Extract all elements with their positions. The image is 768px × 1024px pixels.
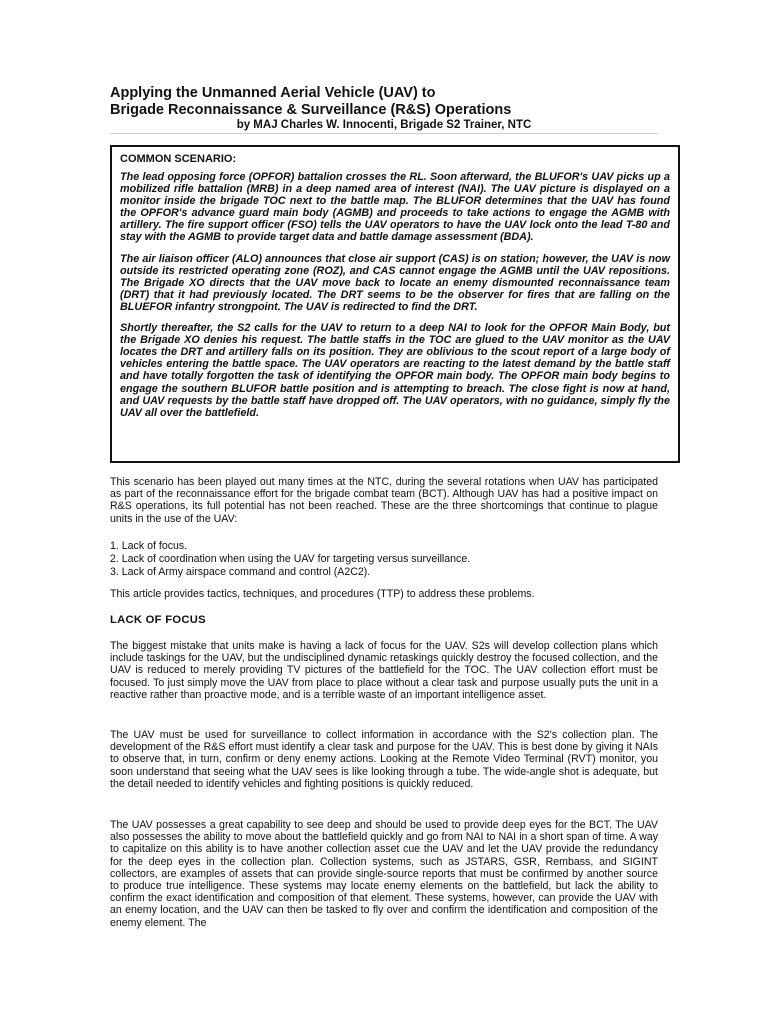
byline: by MAJ Charles W. Innocenti, Brigade S2 Trainer, NTC bbox=[236, 119, 532, 131]
shortcoming-item-2: 2. Lack of coordination when using the UAV for targeting versus surveillance. bbox=[110, 553, 471, 565]
section-paragraph: The UAV must be used for surveillance to collect information in accordance with the S2's collection plan. The development of the R&S effort must identify a clear task and purpose for the UAV. This is best done by giving it NAIs to observe that, in turn, confirm or deny enemy actions. Looking at the Remote Video Terminal (RVT) monitor, you soon understand that seeing what the UAV sees is like looking through a tube. The wide-angle shot is adequate, but the detail needed to identify vehicles and fighting positions is quickly reduced. bbox=[110, 729, 658, 790]
scenario-paragraph: The air liaison officer (ALO) announces that close air support (CAS) is on station; however, the UAV is now outside its restricted operating zone (ROZ), and CAS cannot engage the AGMB until the UAV repositions. The Brigade XO directs that the UAV move back to locate an enemy dismounted reconnaissance team (DRT) that it had previously located. The DRT seems to be the observer for fires that are falling on the BLUEFOR infantry strongpoint. The UAV is redirected to find the DRT. bbox=[120, 252, 670, 313]
scenario-heading: COMMON SCENARIO: bbox=[120, 153, 237, 165]
common-scenario-box bbox=[110, 145, 680, 463]
section-paragraph: The UAV possesses a great capability to see deep and should be used to provide deep eyes for the BCT. The UAV also possesses the ability to move about the battlefield quickly and go from NAI to NAI in a short span of time. A way to capitalize on this ability is to have another collection asset cue the UAV and let the UAV provide the redundancy for the deep eyes in the collection plan. Collection systems, such as JSTARS, GSR, Rembass, and SIGINT collectors, are examples of assets that can provide single-source reports that must be confirmed by another source to produce true intelligence. These systems may locate enemy elements on the battlefield, but lack the ability to confirm the exact identification and composition of that element. These systems, however, can provide the UAV with an enemy location, and the UAV can then be tasked to fly over and confirm the identification and composition of the enemy element. The bbox=[110, 819, 658, 929]
title-line-1: Applying the Unmanned Aerial Vehicle (UAV) to bbox=[110, 85, 436, 101]
scenario-paragraph: Shortly thereafter, the S2 calls for the UAV to return to a deep NAI to look for the OPFOR Main Body, but the Brigade XO denies his request. The battle staffs in the TOC are glued to the UAV monitor as the UAV locates the DRT and artillery falls on its position. They are oblivious to the scout report of a large body of vehicles entering the battle space. The UAV operators are reacting to the latest demand by the battle staff and have totally forgotten the task of identifying the OPFOR main body. The OPFOR main body begins to engage the southern BLUFOR battle position and is attempting to breach. The close fight is now at hand, and UAV requests by the battle staff have dropped off. The UAV operators, with no guidance, simply fly the UAV all over the battlefield. bbox=[120, 322, 670, 419]
title-divider bbox=[110, 133, 658, 134]
intro-paragraph: This scenario has been played out many times at the NTC, during the several rotations when UAV has participated as part of the reconnaissance effort for the brigade combat team (BCT). Although UAV has had a positive impact on R&S operations, its full potential has not been reached. These are the three shortcomings that continue to plague units in the use of the UAV: bbox=[110, 476, 658, 525]
section-paragraph: The biggest mistake that units make is having a lack of focus for the UAV. S2s will develop collection plans which include taskings for the UAV, but the undisciplined dynamic retaskings quickly destroy the focused collection, and the UAV is reduced to merely providing TV pictures of the battlefield for the TOC. The UAV collection effort must be focused. To just simply move the UAV from place to place without a clear task and purpose usually puts the unit in a reactive rather than proactive mode, and is a terrible waste of an important intelligence asset. bbox=[110, 640, 658, 701]
article-title bbox=[110, 85, 670, 119]
shortcoming-item-1: 1. Lack of focus. bbox=[110, 540, 188, 552]
title-line-2: Brigade Reconnaissance & Surveillance (R&S) Operations bbox=[110, 102, 512, 118]
section-heading: LACK OF FOCUS bbox=[110, 614, 206, 626]
shortcoming-item-3: 3. Lack of Army airspace command and control (A2C2). bbox=[110, 566, 371, 578]
intro-closing: This article provides tactics, techniques, and procedures (TTP) to address these problems. bbox=[110, 588, 535, 600]
scenario-paragraph: The lead opposing force (OPFOR) battalion crosses the RL. Soon afterward, the BLUFOR's UAV picks up a mobilized rifle battalion (MRB) in a deep named area of interest (NAI). The UAV picture is displayed on a monitor inside the brigade TOC next to the battle map. The BLUFOR determines that the UAV has found the OPFOR's advance guard main body (AGMB) and proceeds to take actions to engage the AGMB with artillery. The fire support officer (FSO) tells the UAV operators to have the UAV lock onto the lead T-80 and stay with the AGMB to provide target data and battle damage assessment (BDA). bbox=[120, 171, 670, 244]
